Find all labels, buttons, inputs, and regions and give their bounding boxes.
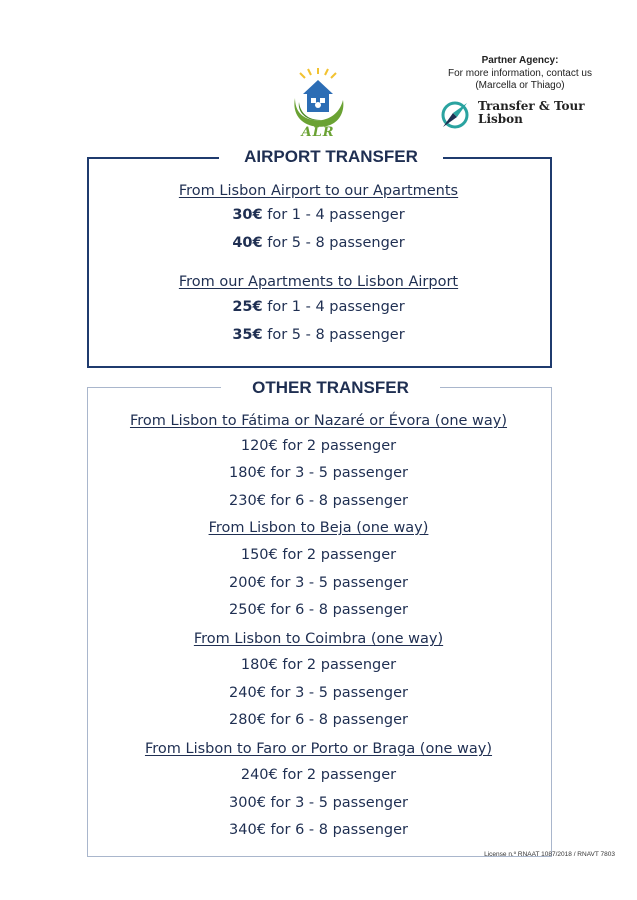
partner-contact-names: (Marcella or Thiago) (475, 80, 565, 91)
other-transfer-title: OTHER TRANSFER (221, 378, 440, 398)
price-line: 35€ for 5 - 8 passenger (232, 327, 405, 343)
license-text: License n.º RNAAT 1087/2018 / RNAVT 7803 (484, 851, 615, 858)
price-line: 240€ for 2 passenger (240, 767, 397, 783)
price-line: 340€ for 6 - 8 passenger (229, 822, 408, 838)
route-fatima-nazare-evora: From Lisbon to Fátima or Nazaré or Évora (one way) (129, 413, 508, 429)
partner-logo-text (478, 100, 585, 126)
airport-transfer-title: AIRPORT TRANSFER (219, 147, 443, 167)
price-line: 180€ for 2 passenger (240, 657, 397, 673)
price-line: 180€ for 3 - 5 passenger (229, 465, 408, 481)
price-line: 120€ for 2 passenger (240, 438, 397, 454)
route-faro-porto-braga: From Lisbon to Faro or Porto or Braga (one way) (144, 741, 493, 757)
route-airport-to-apartments: From Lisbon Airport to our Apartments (178, 183, 459, 199)
route-beja: From Lisbon to Beja (one way) (208, 520, 429, 536)
price-line: 200€ for 3 - 5 passenger (229, 575, 408, 591)
partner-heading: Partner Agency: (481, 55, 559, 66)
price-line: 280€ for 6 - 8 passenger (229, 712, 408, 728)
sun-rays-icon (300, 68, 336, 78)
partner-name-line2: Lisbon (478, 112, 523, 126)
partner-contact-line: For more information, contact us (448, 67, 592, 79)
price-line: 240€ for 3 - 5 passenger (229, 685, 408, 701)
other-transfer-box (87, 387, 552, 857)
compass-icon (437, 97, 473, 133)
route-coimbra: From Lisbon to Coimbra (one way) (193, 631, 444, 647)
price-line: 30€ for 1 - 4 passenger (232, 207, 405, 223)
logo-text: ALR (301, 125, 335, 140)
price-line: 25€ for 1 - 4 passenger (232, 299, 405, 315)
price-line: 40€ for 5 - 8 passenger (232, 235, 405, 251)
price-line: 250€ for 6 - 8 passenger (229, 602, 408, 618)
house-icon (303, 80, 333, 112)
price-line: 230€ for 6 - 8 passenger (229, 493, 408, 509)
partner-info (420, 55, 620, 93)
price-line: 300€ for 3 - 5 passenger (229, 795, 408, 811)
route-apartments-to-airport: From our Apartments to Lisbon Airport (178, 274, 459, 290)
partner-name-line1: Transfer & Tour (478, 99, 585, 113)
price-line: 150€ for 2 passenger (240, 547, 397, 563)
